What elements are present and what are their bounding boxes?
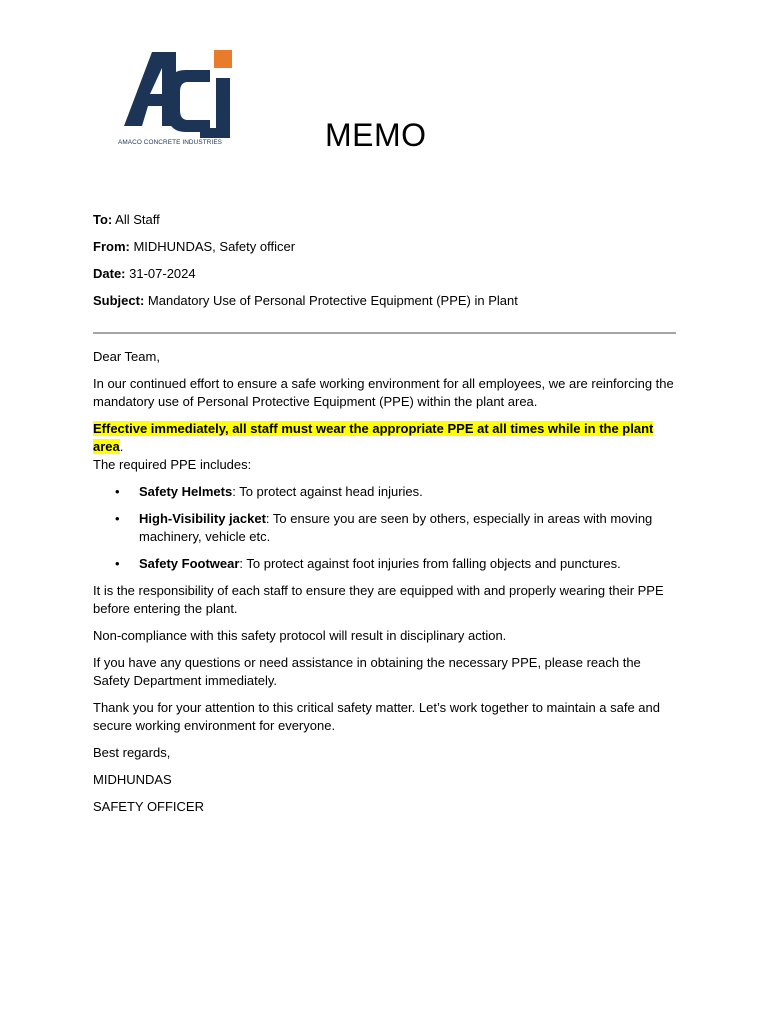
from-line [93,238,676,256]
bullet-icon: • [115,511,120,526]
questions-paragraph: If you have any questions or need assistance in obtaining the necessary PPE, please reach the Safety Department immediately. [93,655,641,688]
ppe-list [93,483,676,573]
to-value: All Staff [112,212,160,227]
signer-role: SAFETY OFFICER [93,799,204,814]
ppe-item-desc: : To ensure you are seen by others, especially in areas with moving machinery, vehicle etc. [139,511,653,544]
ppe-item-name: Safety Helmets [139,484,233,499]
list-item [93,555,676,573]
subject-line [93,292,676,310]
to-label: To: [93,212,113,227]
memo-content [93,211,676,825]
required-ppe-intro: The required PPE includes: [93,457,252,472]
header-divider [93,332,676,334]
date-label: Date: [93,266,126,281]
ppe-item-name: Safety Footwear [139,556,240,571]
closing: Best regards, [93,745,171,760]
date-value: 31-07-2024 [125,266,196,281]
noncompliance-paragraph: Non-compliance with this safety protocol will result in disciplinary action. [93,628,507,643]
bullet-icon: • [115,556,120,571]
from-label: From: [93,239,130,254]
logo-mark-icon [118,46,242,138]
logo-company-name: AMACO CONCRETE INDUSTRIES [118,139,223,146]
subject-value: Mandatory Use of Personal Protective Equipment (PPE) in Plant [144,293,518,308]
ppe-item-desc: : To protect against foot injuries from falling objects and punctures. [239,556,621,571]
ppe-item-name: High-Visibility jacket [139,511,266,526]
responsibility-paragraph: It is the responsibility of each staff to ensure they are equipped with and properly wearing their PPE before entering the plant. [93,583,664,616]
intro-paragraph: In our continued effort to ensure a safe working environment for all employees, we are reinforcing the mandatory use of Personal Protective Equipment (PPE) within the plant area. [93,376,674,409]
company-logo [118,46,248,152]
bullet-icon: • [115,484,120,499]
thanks-paragraph: Thank you for your attention to this critical safety matter. Let’s work together to maintain a safe and secure working environment for everyone. [93,700,660,733]
greeting: Dear Team, [93,349,160,364]
to-line [93,211,676,229]
from-value: MIDHUNDAS, Safety officer [129,239,296,254]
list-item [93,510,676,546]
signer-name: MIDHUNDAS [93,772,172,787]
highlighted-directive: Effective immediately, all staff must wear the appropriate PPE at all times while in the plant area [93,421,654,454]
directive-paragraph [93,420,676,474]
subject-label: Subject: [93,293,145,308]
memo-title: MEMO [325,117,427,153]
directive-period: . [119,439,124,454]
ppe-item-desc: : To protect against head injuries. [232,484,423,499]
date-line [93,265,676,283]
list-item [93,483,676,501]
